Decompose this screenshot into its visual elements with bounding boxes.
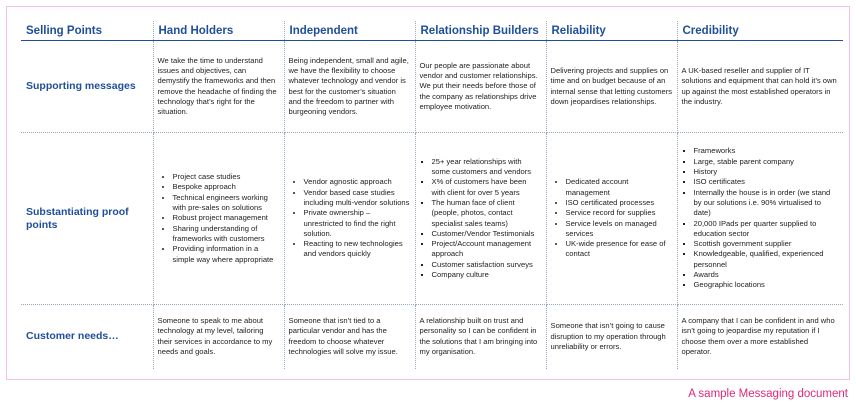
list-item: ▪ The human face of client (people, photos, contact specialist sales teams) <box>432 198 542 229</box>
cell-supporting-hand: We take the time to understand issues and objectives, can demystify the frameworks and then remove the headache of finding the technology that’s right for the situation. <box>153 41 284 133</box>
list-item: • Vendor agnostic approach <box>304 177 411 187</box>
list-item: ▪ Frameworks <box>694 146 840 156</box>
cell-needs-reliability: Someone that isn’t going to cause disruption to my operation through unreliability or errors. <box>546 305 677 369</box>
list-item: • Robust project management <box>173 213 280 223</box>
list-item: • Providing information in a simple way where appropriate <box>173 244 280 265</box>
supporting-messages-row <box>21 41 843 133</box>
customer-needs-row <box>21 305 843 369</box>
list-item: ▪ Awards <box>694 270 840 280</box>
cell-needs-credibility: A company that I can be confident in and who isn’t going to jeopardise my reputation if I choose them over a more established operator. <box>681 316 835 357</box>
list-item: ▪ Project/Account management approach <box>432 239 542 260</box>
header-credibility: Credibility <box>677 21 843 41</box>
cell-substantiating-reliability <box>546 133 677 305</box>
cell-needs-relationship: A relationship built on trust and personality so I can be confident in the solutions that I am bringing into my organisation. <box>415 305 546 369</box>
list-credibility <box>682 146 840 290</box>
list-independent <box>289 177 411 259</box>
row-label-substantiating: Substantiating proof points <box>21 133 153 305</box>
list-reliability <box>551 177 673 259</box>
list-item: • Bespoke approach <box>173 182 280 192</box>
cell-supporting-independent: Being independent, small and agile, we have the flexibility to choose whatever technology and vendor is best for the customer’s situation and the freedom to partner with burgeoning vendors. <box>284 41 415 133</box>
list-item: • Dedicated account management <box>566 177 673 198</box>
list-item: ▪ Customer satisfaction surveys <box>432 260 542 270</box>
list-item: • Vendor based case studies including multi-vendor solutions <box>304 188 411 209</box>
list-item: • Reacting to new technologies and vendors quickly <box>304 239 411 260</box>
list-item: • Service record for supplies <box>566 208 673 218</box>
list-item: • Project case studies <box>173 172 280 182</box>
list-item: • ISO certificated processes <box>566 198 673 208</box>
list-item: ▪ Customer/Vendor Testimonials <box>432 229 542 239</box>
list-item: • Technical engineers working with pre-sales on solutions <box>173 193 280 214</box>
list-item: • UK-wide presence for ease of contact <box>566 239 673 260</box>
list-item: ▪ Internally the house is in order (we stand by our solutions i.e. 90% virtualised to date) <box>694 188 840 219</box>
list-item: • Sharing understanding of frameworks with customers <box>173 224 280 245</box>
list-item: ▪ Knowledgeable, qualified, experienced personnel <box>694 249 840 270</box>
list-item: • Service levels on managed services <box>566 219 673 240</box>
list-item: ▪ Large, stable parent company <box>694 157 840 167</box>
cell-substantiating-hand <box>153 133 284 305</box>
header-row <box>21 21 843 41</box>
cell-supporting-relationship: Our people are passionate about vendor and customer relationships. We put their needs before those of the company as relationships drive employee motivation. <box>415 41 546 133</box>
list-item: ▪ 25+ year relationships with some customers and vendors <box>432 157 542 178</box>
cell-substantiating-independent <box>284 133 415 305</box>
header-reliability: Reliability <box>546 21 677 41</box>
document-caption: A sample Messaging document <box>688 388 848 400</box>
list-relationship <box>420 157 542 281</box>
cell-substantiating-credibility <box>677 133 843 305</box>
document-frame <box>6 6 850 380</box>
row-label-supporting: Supporting messages <box>21 41 153 133</box>
list-item: ▪ X% of customers have been with client for over 5 years <box>432 177 542 198</box>
header-selling-points: Selling Points <box>21 21 153 41</box>
list-item: ▪ History <box>694 167 840 177</box>
header-independent: Independent <box>284 21 415 41</box>
cell-supporting-reliability: Delivering projects and supplies on time and on budget because of an internal sense that letting customers down jeopardises relationships. <box>546 41 677 133</box>
header-hand-holders: Hand Holders <box>153 21 284 41</box>
list-item: ▪ Company culture <box>432 270 542 280</box>
row-label-needs: Customer needs… <box>21 305 153 369</box>
messaging-table <box>21 21 843 369</box>
list-hand <box>158 172 280 265</box>
list-item: ▪ Geographic locations <box>694 280 840 290</box>
list-item: ▪ Scottish government supplier <box>694 239 840 249</box>
substantiating-row <box>21 133 843 305</box>
cell-substantiating-relationship <box>415 133 546 305</box>
list-item: • Private ownership – unrestricted to find the right solution. <box>304 208 411 239</box>
cell-needs-independent: Someone that isn’t tied to a particular vendor and has the freedom to choose whatever technologies will solve my issue. <box>284 305 415 369</box>
cell-supporting-credibility: A UK-based reseller and supplier of IT solutions and equipment that can hold it’s own up against the most established operators in the industry. <box>677 41 843 133</box>
cell-needs-hand: Someone to speak to me about technology at my level, tailoring their services in accordance to my needs and goals. <box>153 305 284 369</box>
header-relationship-builders: Relationship Builders <box>415 21 546 41</box>
list-item: ▪ 20,000 IPads per quarter supplied to education sector <box>694 219 840 240</box>
list-item: ▪ ISO certificates <box>694 177 840 187</box>
